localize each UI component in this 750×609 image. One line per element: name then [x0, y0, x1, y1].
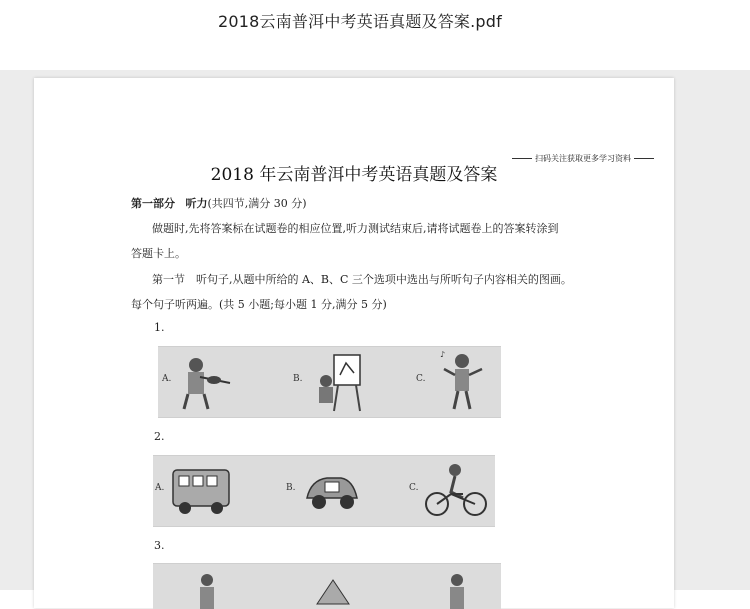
q2-option-c: C.	[409, 483, 419, 493]
svg-text:♪: ♪	[440, 350, 446, 359]
question-3-pictures	[153, 563, 501, 609]
question-3-number: 3.	[154, 539, 165, 552]
instruction-line-2: 答题卡上。	[131, 247, 186, 260]
part1-sub: (共四节,满分 30 分)	[207, 197, 307, 210]
question-2-number: 2.	[154, 430, 165, 443]
file-title: 2018云南普洱中考英语真题及答案.pdf	[218, 12, 502, 31]
q3-figure-a-icon	[193, 572, 223, 609]
header-dash-right	[634, 158, 654, 159]
q2-option-b: B.	[286, 483, 296, 493]
q2-option-a: A.	[155, 483, 165, 493]
violin-player-icon	[178, 353, 238, 411]
part1-heading: 第一部分	[131, 197, 175, 210]
bicycle-rider-icon	[423, 460, 489, 520]
car-icon	[303, 466, 361, 516]
q1-option-c: C.	[416, 374, 426, 384]
q3-figure-c-icon	[443, 572, 473, 609]
question-1-pictures	[158, 346, 501, 418]
section1-line-2: 每个句子听两遍。(共 5 小题;每小题 1 分,满分 5 分)	[131, 298, 387, 311]
question-2-pictures	[153, 455, 495, 527]
bus-icon	[169, 464, 235, 518]
header-dash-left	[512, 158, 532, 159]
question-1-number: 1.	[154, 321, 165, 334]
viewer-topbar	[0, 0, 750, 70]
instruction-line-1: 做题时,先将答案标在试题卷的相应位置,听力测试结束后,请将试题卷上的答案转涂到	[152, 222, 559, 235]
header-note-text: 扫码关注获取更多学习资料	[535, 154, 631, 163]
pdf-viewer-area[interactable]	[0, 70, 750, 590]
singer-icon	[438, 349, 488, 413]
pdf-page	[34, 78, 674, 608]
q3-figure-b-icon	[313, 574, 353, 609]
q1-option-a: A.	[162, 374, 172, 384]
document-title: 2018 年云南普洱中考英语真题及答案	[210, 165, 498, 185]
q1-option-b: B.	[293, 374, 303, 384]
part1-heading-line	[131, 195, 307, 211]
painter-easel-icon	[316, 351, 366, 413]
part1-listening: 听力	[185, 197, 208, 210]
section1-line-1: 第一节 听句子,从题中所给的 A、B、C 三个选项中选出与所听句子内容相关的图画。	[152, 273, 572, 286]
